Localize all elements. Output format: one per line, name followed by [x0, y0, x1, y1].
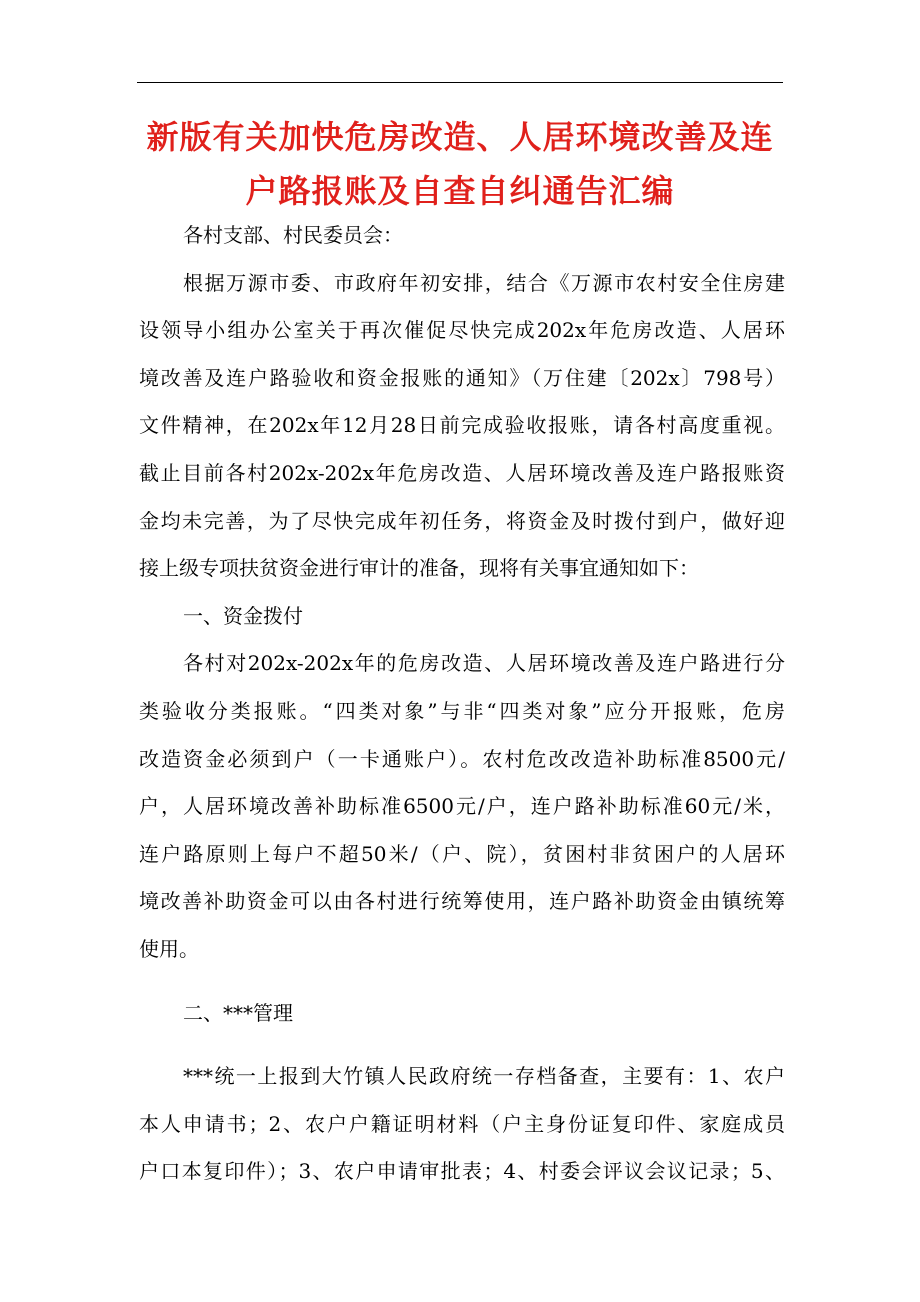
paragraph-line: 文件精神，在202x年12月28日前完成验收报账，请各村高度重视。: [139, 413, 785, 438]
paragraph-line: ***统一上报到大竹镇人民政府统一存档备查，主要有：1、农户: [183, 1064, 785, 1089]
paragraph-line: 户，人居环境改善补助标准6500元/户，连户路补助标准60元/米，: [139, 794, 785, 819]
paragraph-line: 设领导小组办公室关于再次催促尽快完成202x年危房改造、人居环: [139, 318, 785, 343]
paragraph-line: 各村对202x-202x年的危房改造、人居环境改善及连户路进行分: [183, 651, 785, 676]
section-heading-funds: 一、资金拨付: [183, 603, 303, 628]
paragraph-line: 类验收分类报账。“四类对象”与非“四类对象”应分开报账，危房: [139, 698, 785, 723]
paragraph-line: 境改善及连户路验收和资金报账的通知》（万住建〔202x〕798号）: [139, 365, 785, 390]
paragraph-intro: [139, 260, 785, 593]
spacer: [139, 1037, 785, 1053]
title-line-2: 户路报账及自查自纠通告汇编: [245, 172, 675, 210]
paragraph-line: 接上级专项扶贫资金进行审计的准备，现将有关事宜通知如下：: [139, 556, 699, 581]
paragraph-line: 金均未完善，为了尽快完成年初任务，将资金及时拨付到户，做好迎: [139, 508, 785, 533]
salutation: 各村支部、村民委员会：: [183, 223, 403, 247]
paragraph-line: 本人申请书；2、农户户籍证明材料（户主身份证复印件、家庭成员: [139, 1111, 785, 1136]
paragraph-line: 截止目前各村202x-202x年危房改造、人居环境改善及连户路报账资: [139, 460, 785, 485]
title-line-1: 新版有关加快危房改造、人居环境改善及连: [146, 118, 774, 156]
paragraph-line: 根据万源市委、市政府年初安排，结合《万源市农村安全住房建: [183, 270, 785, 295]
paragraph-line: 改造资金必须到户（一卡通账户）。农村危改改造补助标准8500元/: [139, 746, 785, 771]
paragraph-line: 境改善补助资金可以由各村进行统筹使用，连户路补助资金由镇统筹: [139, 889, 785, 914]
document-body: [139, 212, 785, 1196]
paragraph-funds: [139, 640, 785, 973]
header-rule: [137, 82, 783, 83]
document-title: [137, 110, 783, 218]
paragraph-management: [139, 1053, 785, 1196]
section-heading-management: 二、***管理: [183, 1000, 293, 1025]
spacer: [139, 974, 785, 990]
paragraph-line: 使用。: [139, 936, 199, 961]
paragraph-line: 连户路原则上每户不超50米/（户、院），贫困村非贫困户的人居环: [139, 841, 785, 866]
paragraph-line: 户口本复印件）；3、农户申请审批表；4、村委会评议会议记录；5、: [139, 1159, 785, 1184]
